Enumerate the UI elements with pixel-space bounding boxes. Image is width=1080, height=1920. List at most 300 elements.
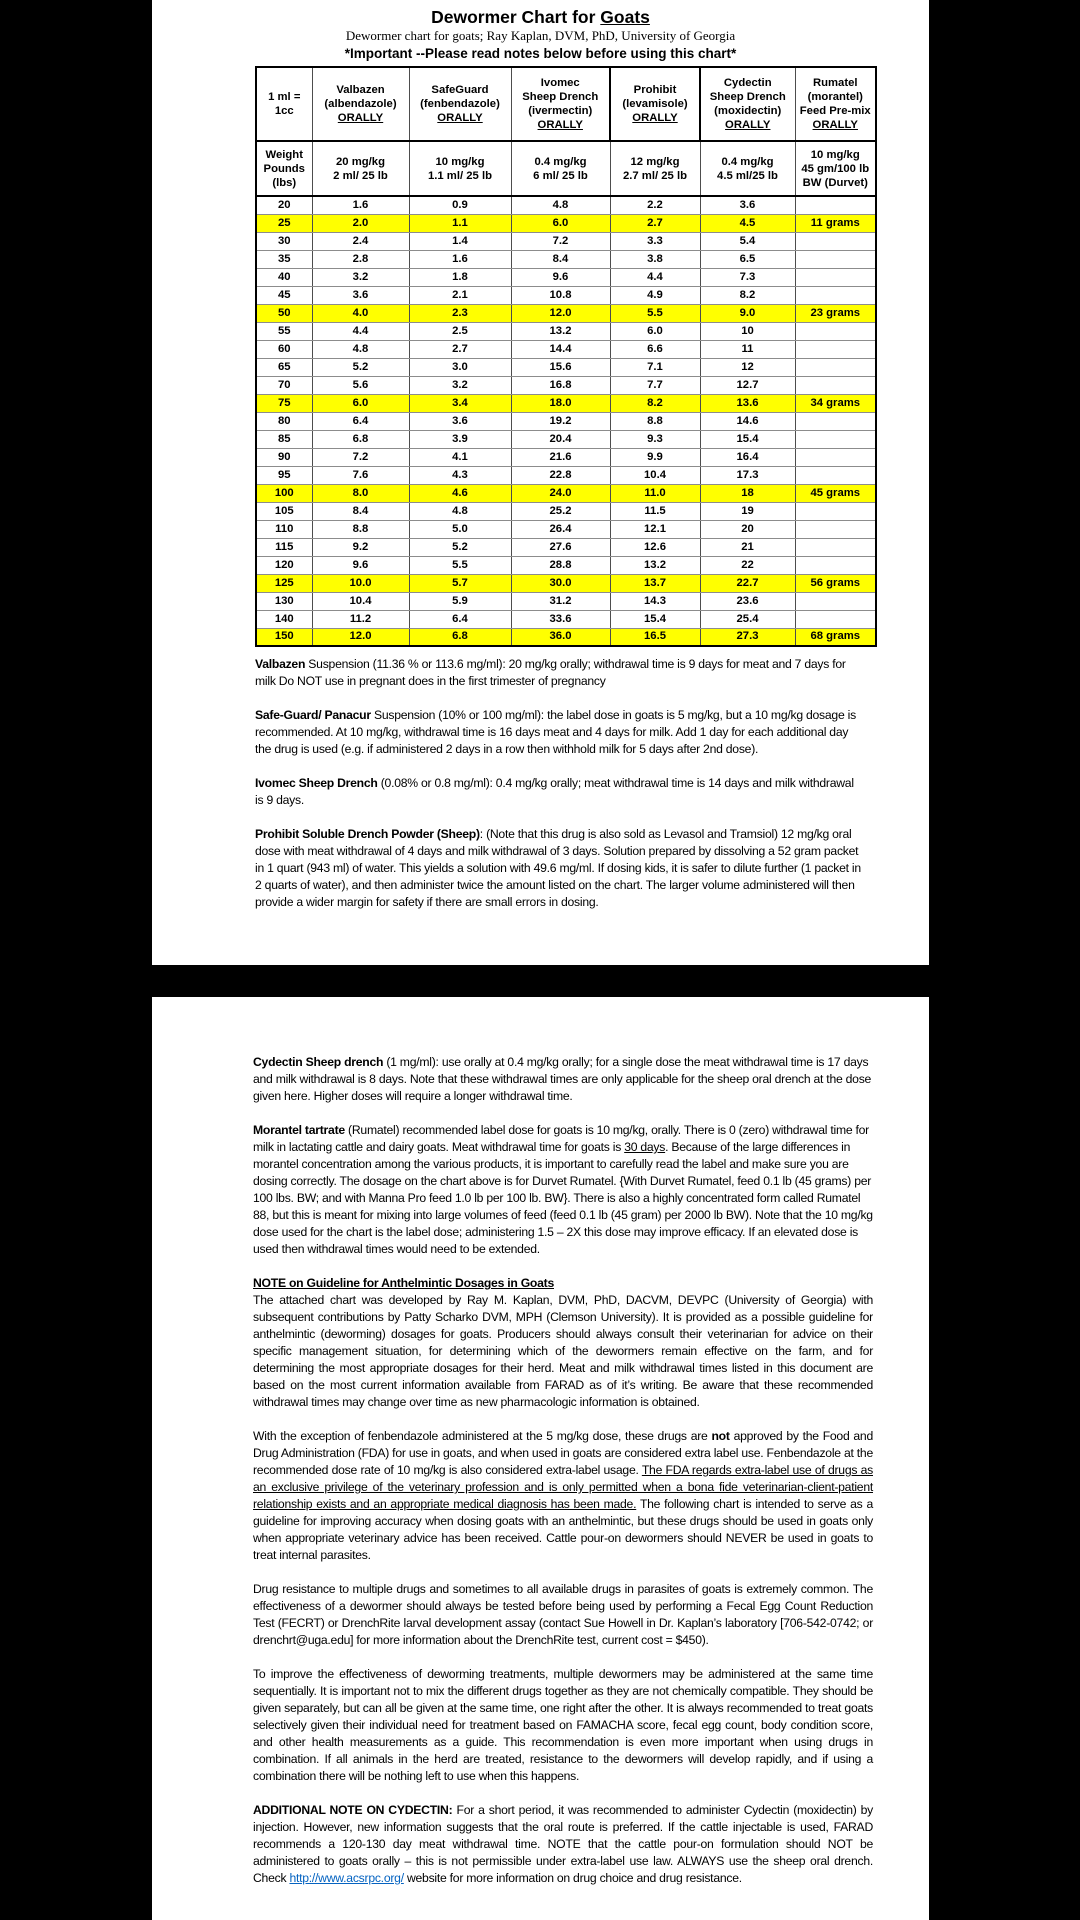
- header-line: Sheep Drench: [522, 91, 599, 103]
- table-cell: 22.7: [700, 574, 795, 592]
- important-note-line: *Important --Please read notes below before using this chart*: [344, 46, 737, 61]
- table-cell: 13.2: [610, 556, 700, 574]
- table-cell: 2.2: [610, 196, 700, 214]
- table-cell: 2.7: [409, 340, 511, 358]
- table-cell: 15.4: [610, 610, 700, 628]
- table-cell: 4.8: [511, 196, 610, 214]
- table-cell: 95: [256, 466, 312, 484]
- header-line: 0.4 mg/kg: [721, 155, 774, 168]
- table-cell: 19.2: [511, 412, 610, 430]
- table-cell: 22: [700, 556, 795, 574]
- table-cell: 5.4: [700, 232, 795, 250]
- p2-paragraph-3: [253, 1292, 873, 1411]
- table-cell: 7.2: [511, 232, 610, 250]
- header-line: 2 ml/ 25 lb: [333, 169, 388, 182]
- table-cell: 45: [256, 286, 312, 304]
- table-cell: 1.6: [312, 196, 409, 214]
- table-cell: 100: [256, 484, 312, 502]
- table-cell: [795, 466, 876, 484]
- p2-paragraph-1: [253, 1122, 873, 1258]
- table-cell: [795, 592, 876, 610]
- table-cell: 90: [256, 448, 312, 466]
- table-cell: 75: [256, 394, 312, 412]
- table-cell: 2.0: [312, 214, 409, 232]
- table-cell: [795, 286, 876, 304]
- table-cell: 28.8: [511, 556, 610, 574]
- table-cell: [795, 232, 876, 250]
- table-row-110lb: [256, 520, 876, 538]
- table-cell: 2.3: [409, 304, 511, 322]
- table-cell: [795, 412, 876, 430]
- header-line: Pounds: [263, 162, 305, 175]
- table-cell: 120: [256, 556, 312, 574]
- table-cell: 4.4: [610, 268, 700, 286]
- note-text: Prohibit Soluble Drench Powder (Sheep): [255, 827, 480, 841]
- dose-header-cell-0: [256, 141, 312, 196]
- table-cell: 25.4: [700, 610, 795, 628]
- table-cell: 4.6: [409, 484, 511, 502]
- page2-notes: [253, 1054, 873, 1887]
- table-cell: 12.0: [511, 304, 610, 322]
- header-line: (levamisole): [622, 98, 688, 110]
- table-cell: 0.9: [409, 196, 511, 214]
- table-cell: 27.3: [700, 628, 795, 646]
- table-cell: [795, 430, 876, 448]
- table-cell: 19: [700, 502, 795, 520]
- page-title: [152, 7, 929, 27]
- note-text: Suspension (11.36 % or 113.6 mg/ml): 20 mg/kg orally; withdrawal time is 9 days for meat and 7 days for milk Do NOT use in pregnant does in the first trimester of pregnancy: [255, 657, 846, 688]
- table-cell: 20: [700, 520, 795, 538]
- header-line: Cydectin: [723, 77, 772, 89]
- table-cell: 14.6: [700, 412, 795, 430]
- table-cell: 14.3: [610, 592, 700, 610]
- table-cell: 16.4: [700, 448, 795, 466]
- table-cell: 3.6: [700, 196, 795, 214]
- note-text: The attached chart was developed by Ray M. Kaplan, DVM, PhD, DACVM, DEVPC (University of Georgia) with subsequent contributions by Patty Scharko DVM, MPH (Clemson University). It is provided as a possible guideline for anthelmintic (deworming) dosages for goats. Producers should always consult their veterinarian for advice on their specific management situation, for determining which of the dewormers remain effective on the farm, and for determining the most appropriate dosages for their herd. Meat and milk withdrawal times listed in this document are based on the most current information available from FARAD as of it’s writing. Be aware that these recommended withdrawal times may change over time as new pharmacologic information is obtained.: [253, 1293, 873, 1409]
- table-cell: 34 grams: [795, 394, 876, 412]
- drug-header-cell-3: [511, 67, 610, 141]
- table-cell: 5.6: [312, 376, 409, 394]
- note-text: 30 days: [624, 1140, 666, 1154]
- table-cell: 2.7: [610, 214, 700, 232]
- note-text: (Rumatel) recommended label dose for goats is 10 mg/kg, orally. There is 0 (zero) withdrawal time for milk in lactating cattle and dairy goats. Meat withdrawal time for goats is: [253, 1123, 869, 1154]
- header-line: Rumatel: [812, 77, 858, 89]
- table-cell: 10.4: [312, 592, 409, 610]
- note-text: Drug resistance to multiple drugs and sometimes to all available drugs in parasites of goats is extremely common. The effectiveness of a dewormer should always be tested before being used by performing a Fecal Egg Count Reduction Test (FECRT) or DrenchRite larval development assay (contact Sue Howell in Dr. Kaplan’s laboratory [706-542-0742; or drenchrt@uga.edu] for more information about the DrenchRite test, current cost = $450).: [253, 1582, 873, 1647]
- header-line: SafeGuard: [431, 84, 489, 96]
- dose-header-cell-6: [795, 141, 876, 196]
- note-text: (0.08% or 0.8 mg/ml): 0.4 mg/kg orally; meat withdrawal time is 14 days and milk withdrawal is 9 days.: [255, 776, 854, 807]
- table-cell: 40: [256, 268, 312, 286]
- table-row-60lb: [256, 340, 876, 358]
- table-cell: 15.6: [511, 358, 610, 376]
- note-text: Valbazen: [255, 657, 306, 671]
- table-cell: 25.2: [511, 502, 610, 520]
- note-text: The FDA regards extra-label use of drugs as an exclusive privilege of the veterinary profession and is only permitted when a bona fide veterinarian-client-patient relationship exists and an appropriate medical diagnosis has been made.: [253, 1463, 873, 1511]
- table-row-70lb: [256, 376, 876, 394]
- table-cell: 9.6: [511, 268, 610, 286]
- note-text: Safe-Guard/ Panacur: [255, 708, 371, 722]
- note-text: not: [711, 1429, 730, 1443]
- table-cell: 7.6: [312, 466, 409, 484]
- table-cell: 11.2: [312, 610, 409, 628]
- table-cell: 21: [700, 538, 795, 556]
- header-line: BW (Durvet): [802, 176, 868, 189]
- table-cell: [795, 376, 876, 394]
- table-cell: 65: [256, 358, 312, 376]
- note-text: approved by the Food and Drug Administration (FDA) for use in goats, and when used in goats are considered extra label use. Fenbendazole at the recommended dose rate of 10 mg/kg is also considered extra-label usage.: [253, 1429, 873, 1477]
- table-cell: 13.2: [511, 322, 610, 340]
- drug-header-cell-0: [256, 67, 312, 141]
- table-row-20lb: [256, 196, 876, 214]
- table-cell: 21.6: [511, 448, 610, 466]
- table-cell: 16.5: [610, 628, 700, 646]
- header-line: 20 mg/kg: [336, 155, 385, 168]
- table-cell: 140: [256, 610, 312, 628]
- table-cell: 5.0: [409, 520, 511, 538]
- p1-paragraph-3: [255, 826, 863, 911]
- table-cell: 4.9: [610, 286, 700, 304]
- table-cell: [795, 538, 876, 556]
- table-cell: 80: [256, 412, 312, 430]
- table-row-80lb: [256, 412, 876, 430]
- header-line: Sheep Drench: [709, 91, 786, 103]
- table-cell: 11 grams: [795, 214, 876, 232]
- table-cell: [795, 358, 876, 376]
- table-cell: 11.0: [610, 484, 700, 502]
- table-cell: 4.4: [312, 322, 409, 340]
- note-text: Ivomec Sheep Drench: [255, 776, 378, 790]
- table-row-75lb: [256, 394, 876, 412]
- header-line: 2.7 ml/ 25 lb: [622, 169, 688, 182]
- p2-paragraph-4: [253, 1428, 873, 1564]
- table-cell: 105: [256, 502, 312, 520]
- table-cell: 110: [256, 520, 312, 538]
- table-cell: 2.1: [409, 286, 511, 304]
- p2-paragraph-0: [253, 1054, 873, 1105]
- table-cell: 11: [700, 340, 795, 358]
- table-cell: 18: [700, 484, 795, 502]
- table-row-30lb: [256, 232, 876, 250]
- table-cell: 130: [256, 592, 312, 610]
- table-cell: 20: [256, 196, 312, 214]
- table-cell: 12.6: [610, 538, 700, 556]
- table-row-140lb: [256, 610, 876, 628]
- table-cell: 10: [700, 322, 795, 340]
- header-line: ORALLY: [537, 119, 583, 131]
- note-text: Suspension (10% or 100 mg/ml): the label dose in goats is 5 mg/kg, but a 10 mg/kg dosage is recommended. At 10 mg/kg, withdrawal time is 16 days meat and 4 days for milk. Add 1 day for each additional day the drug is used (e.g. if administered 2 days in a row then withhold milk for 5 days after 2nd dose).: [255, 708, 856, 756]
- p1-paragraph-1: [255, 707, 863, 758]
- chart-author-line: Dewormer chart for goats; Ray Kaplan, DVM, PhD, University of Georgia: [345, 28, 736, 43]
- table-cell: 50: [256, 304, 312, 322]
- note-text: For a short period, it was recommended to administer Cydectin (moxidectin) by injection. However, new information suggests that the oral route is preferred. If the cattle injectable is used, FARAD recommends a 120-130 day meat withdrawal time. NOTE that the cattle pour-on formulation should NOT be administered to goats orally – this is not permissible under extra-label use law. ALWAYS use the sheep oral drench. Check: [253, 1803, 874, 1885]
- table-cell: 4.8: [312, 340, 409, 358]
- table-cell: 8.8: [312, 520, 409, 538]
- table-cell: [795, 556, 876, 574]
- drug-header-cell-2: [409, 67, 511, 141]
- table-cell: 12.0: [312, 628, 409, 646]
- table-cell: 12.7: [700, 376, 795, 394]
- table-row-85lb: [256, 430, 876, 448]
- p2-paragraph-7: [253, 1802, 873, 1887]
- table-cell: 35: [256, 250, 312, 268]
- table-cell: 6.5: [700, 250, 795, 268]
- acsrpc-link[interactable]: http://www.acsrpc.org/: [289, 1871, 404, 1885]
- dose-header-cell-3: [511, 141, 610, 196]
- table-cell: [795, 340, 876, 358]
- table-row-55lb: [256, 322, 876, 340]
- table-cell: 9.9: [610, 448, 700, 466]
- table-cell: 14.4: [511, 340, 610, 358]
- table-cell: 2.5: [409, 322, 511, 340]
- table-cell: 4.0: [312, 304, 409, 322]
- table-cell: 7.7: [610, 376, 700, 394]
- table-cell: 56 grams: [795, 574, 876, 592]
- table-cell: 6.0: [610, 322, 700, 340]
- table-cell: 3.6: [409, 412, 511, 430]
- table-cell: 70: [256, 376, 312, 394]
- table-cell: 9.0: [700, 304, 795, 322]
- table-row-130lb: [256, 592, 876, 610]
- table-cell: 2.8: [312, 250, 409, 268]
- table-cell: 6.4: [312, 412, 409, 430]
- table-cell: 36.0: [511, 628, 610, 646]
- table-row-95lb: [256, 466, 876, 484]
- header-line: Weight: [265, 148, 303, 161]
- header-line: (lbs): [272, 176, 297, 189]
- dosage-table: [255, 66, 877, 647]
- table-cell: 7.3: [700, 268, 795, 286]
- table-cell: 12.1: [610, 520, 700, 538]
- header-line: 45 gm/100 lb: [801, 162, 870, 175]
- table-cell: 6.6: [610, 340, 700, 358]
- header-line: (fenbendazole): [420, 98, 500, 110]
- table-cell: 25: [256, 214, 312, 232]
- header-line: ORALLY: [812, 119, 858, 131]
- dose-header-cell-5: [700, 141, 795, 196]
- note-text: ADDITIONAL NOTE ON CYDECTIN:: [253, 1803, 453, 1817]
- table-cell: 31.2: [511, 592, 610, 610]
- page-title-goats-underlined: Goats: [600, 7, 650, 27]
- header-line: ORALLY: [725, 119, 771, 131]
- table-cell: 6.0: [511, 214, 610, 232]
- page-title-text: Dewormer Chart for: [431, 7, 601, 27]
- p2-paragraph-6: [253, 1666, 873, 1785]
- table-cell: 13.6: [700, 394, 795, 412]
- note-text: With the exception of fenbendazole administered at the 5 mg/kg dose, these drugs are: [253, 1429, 712, 1443]
- dosage-table-body: [256, 196, 876, 646]
- table-cell: 8.4: [312, 502, 409, 520]
- header-line: (moxidectin): [714, 105, 782, 117]
- header-line: (albendazole): [324, 98, 397, 110]
- table-cell: 22.8: [511, 466, 610, 484]
- table-cell: 3.2: [312, 268, 409, 286]
- note-text: NOTE on Guideline for Anthelmintic Dosages in Goats: [253, 1276, 554, 1290]
- table-cell: 27.6: [511, 538, 610, 556]
- header-line: 1 ml =: [268, 91, 301, 103]
- table-row-115lb: [256, 538, 876, 556]
- table-row-90lb: [256, 448, 876, 466]
- table-cell: 13.7: [610, 574, 700, 592]
- table-cell: 7.1: [610, 358, 700, 376]
- table-cell: 5.5: [610, 304, 700, 322]
- header-line: ORALLY: [632, 112, 678, 124]
- table-row-50lb: [256, 304, 876, 322]
- table-cell: [795, 448, 876, 466]
- header-line: 10 mg/kg: [810, 148, 860, 161]
- table-cell: 12: [700, 358, 795, 376]
- drug-header-cell-1: [312, 67, 409, 141]
- page-1: [152, 0, 929, 965]
- table-row-150lb: [256, 628, 876, 646]
- table-row-25lb: [256, 214, 876, 232]
- table-cell: 5.2: [409, 538, 511, 556]
- header-line: 0.4 mg/kg: [534, 155, 587, 168]
- note-text: Cydectin Sheep drench: [253, 1055, 384, 1069]
- table-cell: 11.5: [610, 502, 700, 520]
- table-cell: [795, 610, 876, 628]
- table-cell: 1.1: [409, 214, 511, 232]
- table-cell: 3.3: [610, 232, 700, 250]
- table-cell: [795, 520, 876, 538]
- page1-notes: [255, 656, 863, 911]
- table-cell: 60: [256, 340, 312, 358]
- header-line: (morantel): [807, 91, 863, 103]
- dose-header-cell-2: [409, 141, 511, 196]
- table-cell: 45 grams: [795, 484, 876, 502]
- table-cell: 9.2: [312, 538, 409, 556]
- table-cell: 1.6: [409, 250, 511, 268]
- table-cell: 10.8: [511, 286, 610, 304]
- p2-paragraph-5: [253, 1581, 873, 1649]
- table-row-35lb: [256, 250, 876, 268]
- table-cell: 5.2: [312, 358, 409, 376]
- p2-paragraph-2: [253, 1275, 873, 1292]
- table-row-120lb: [256, 556, 876, 574]
- table-cell: 55: [256, 322, 312, 340]
- dosage-table-head: [256, 67, 876, 196]
- table-cell: 85: [256, 430, 312, 448]
- header-row-drugs: [256, 67, 876, 141]
- header-line: ORALLY: [337, 112, 384, 124]
- table-cell: 20.4: [511, 430, 610, 448]
- note-text: (1 mg/ml): use orally at 0.4 mg/kg orally; for a single dose the meat withdrawal time is 17 days and milk withdrawal is 8 days. Note that these withdrawal times are only applicable for the sheep oral drench at the dose given here. Higher doses will require a longer withdrawal time.: [253, 1055, 872, 1103]
- table-row-125lb: [256, 574, 876, 592]
- table-cell: 5.7: [409, 574, 511, 592]
- table-cell: 4.3: [409, 466, 511, 484]
- page-2: [152, 997, 929, 1920]
- table-cell: 15.4: [700, 430, 795, 448]
- table-row-105lb: [256, 502, 876, 520]
- header-line: 1.1 ml/ 25 lb: [427, 169, 493, 182]
- table-cell: [795, 268, 876, 286]
- note-text: : (Note that this drug is also sold as Levasol and Tramsiol) 12 mg/kg oral dose with meat withdrawal of 4 days and milk withdrawal of 3 days. Solution prepared by dissolving a 52 gram packet in 1 quart (943 ml) of water. This yields a solution with 49.6 mg/ml. If dosing kids, it is safer to dilute further (1 packet in 2 quarts of water), and then administer twice the amount listed on the chart. The larger volume administered will then provide a wider margin for safety if there are small errors in dosing.: [255, 827, 861, 909]
- table-cell: 150: [256, 628, 312, 646]
- header-line: 1cc: [274, 105, 294, 117]
- dose-header-cell-4: [610, 141, 700, 196]
- header-row-dose: [256, 141, 876, 196]
- table-cell: 1.8: [409, 268, 511, 286]
- header-line: 6 ml/ 25 lb: [533, 169, 588, 182]
- table-cell: 6.4: [409, 610, 511, 628]
- table-cell: 3.6: [312, 286, 409, 304]
- drug-header-cell-5: [700, 67, 795, 141]
- table-cell: 24.0: [511, 484, 610, 502]
- table-cell: 1.4: [409, 232, 511, 250]
- table-row-65lb: [256, 358, 876, 376]
- table-cell: 18.0: [511, 394, 610, 412]
- header-line: 4.5 ml/25 lb: [717, 169, 778, 182]
- table-cell: 3.2: [409, 376, 511, 394]
- table-cell: 8.0: [312, 484, 409, 502]
- note-text: website for more information on drug choice and drug resistance.: [403, 1871, 742, 1885]
- table-cell: 8.4: [511, 250, 610, 268]
- table-cell: 68 grams: [795, 628, 876, 646]
- table-cell: 7.2: [312, 448, 409, 466]
- table-cell: 6.0: [312, 394, 409, 412]
- header-line: Prohibit: [633, 84, 677, 96]
- table-cell: 115: [256, 538, 312, 556]
- table-cell: 8.2: [700, 286, 795, 304]
- header-line: Valbazen: [336, 84, 385, 96]
- table-cell: 30: [256, 232, 312, 250]
- table-cell: [795, 502, 876, 520]
- note-text: To improve the effectiveness of deworming treatments, multiple dewormers may be administered at the same time sequentially. It is important not to mix the different drugs together as they are not chemically compatible. They should be given separately, but can all be given at the same time, one right after the other. It is always recommended to treat goats selectively given their individual need for treatment based on FAMACHA score, fecal egg count, body condition score, and other health measurements as a guide. This recommendation is even more important when using drugs in combination. If all animals in the herd are treated, resistance to the dewormers will develop rapidly, and if using a combination there will be nothing left to use when this happens.: [253, 1667, 873, 1783]
- drug-header-cell-6: [795, 67, 876, 141]
- table-cell: 3.9: [409, 430, 511, 448]
- drug-header-cell-4: [610, 67, 700, 141]
- table-cell: 3.0: [409, 358, 511, 376]
- table-cell: 33.6: [511, 610, 610, 628]
- table-cell: 16.8: [511, 376, 610, 394]
- table-cell: 10.4: [610, 466, 700, 484]
- note-text: . Because of the large differences in morantel concentration among the various products, it is important to carefully read the label and make sure you are dosing correctly. The dosage on the chart above is for Durvet Rumatel. {With Durvet Rumatel, feed 0.1 lb (45 grams) per 100 lbs. BW; and with Manna Pro feed 1.0 lb per 100 lb. BW}. There is also a highly concentrated form called Rumatel 88, but this is meant for mixing into large volumes of feed (feed 0.1 lb (45 gram) per 2000 lb BW). Note that the 10 mg/kg dose used for the chart is the label dose; administering 1.5 – 2X this dose may improve efficacy. If an elevated dose is used then withdrawal times would need to be extended.: [253, 1140, 873, 1256]
- table-row-100lb: [256, 484, 876, 502]
- p1-paragraph-0: [255, 656, 863, 690]
- table-cell: 6.8: [409, 628, 511, 646]
- table-cell: 26.4: [511, 520, 610, 538]
- table-cell: 5.9: [409, 592, 511, 610]
- table-row-40lb: [256, 268, 876, 286]
- table-cell: 6.8: [312, 430, 409, 448]
- header-line: ORALLY: [437, 112, 483, 124]
- header-line: 12 mg/kg: [630, 155, 680, 168]
- p1-paragraph-2: [255, 775, 863, 809]
- note-text: Morantel tartrate: [253, 1123, 345, 1137]
- dose-header-cell-1: [312, 141, 409, 196]
- table-cell: 9.3: [610, 430, 700, 448]
- table-cell: 8.8: [610, 412, 700, 430]
- table-cell: 23.6: [700, 592, 795, 610]
- table-cell: [795, 322, 876, 340]
- table-cell: 23 grams: [795, 304, 876, 322]
- table-cell: 4.5: [700, 214, 795, 232]
- table-cell: 5.5: [409, 556, 511, 574]
- table-cell: 4.1: [409, 448, 511, 466]
- table-cell: 125: [256, 574, 312, 592]
- header-line: (ivermectin): [528, 105, 593, 117]
- header-line: Ivomec: [540, 77, 580, 89]
- header-line: Feed Pre-mix: [799, 105, 871, 117]
- table-cell: 30.0: [511, 574, 610, 592]
- table-cell: 17.3: [700, 466, 795, 484]
- table-cell: 3.4: [409, 394, 511, 412]
- table-cell: 2.4: [312, 232, 409, 250]
- table-cell: [795, 250, 876, 268]
- header-line: 10 mg/kg: [435, 155, 485, 168]
- table-cell: [795, 196, 876, 214]
- table-row-45lb: [256, 286, 876, 304]
